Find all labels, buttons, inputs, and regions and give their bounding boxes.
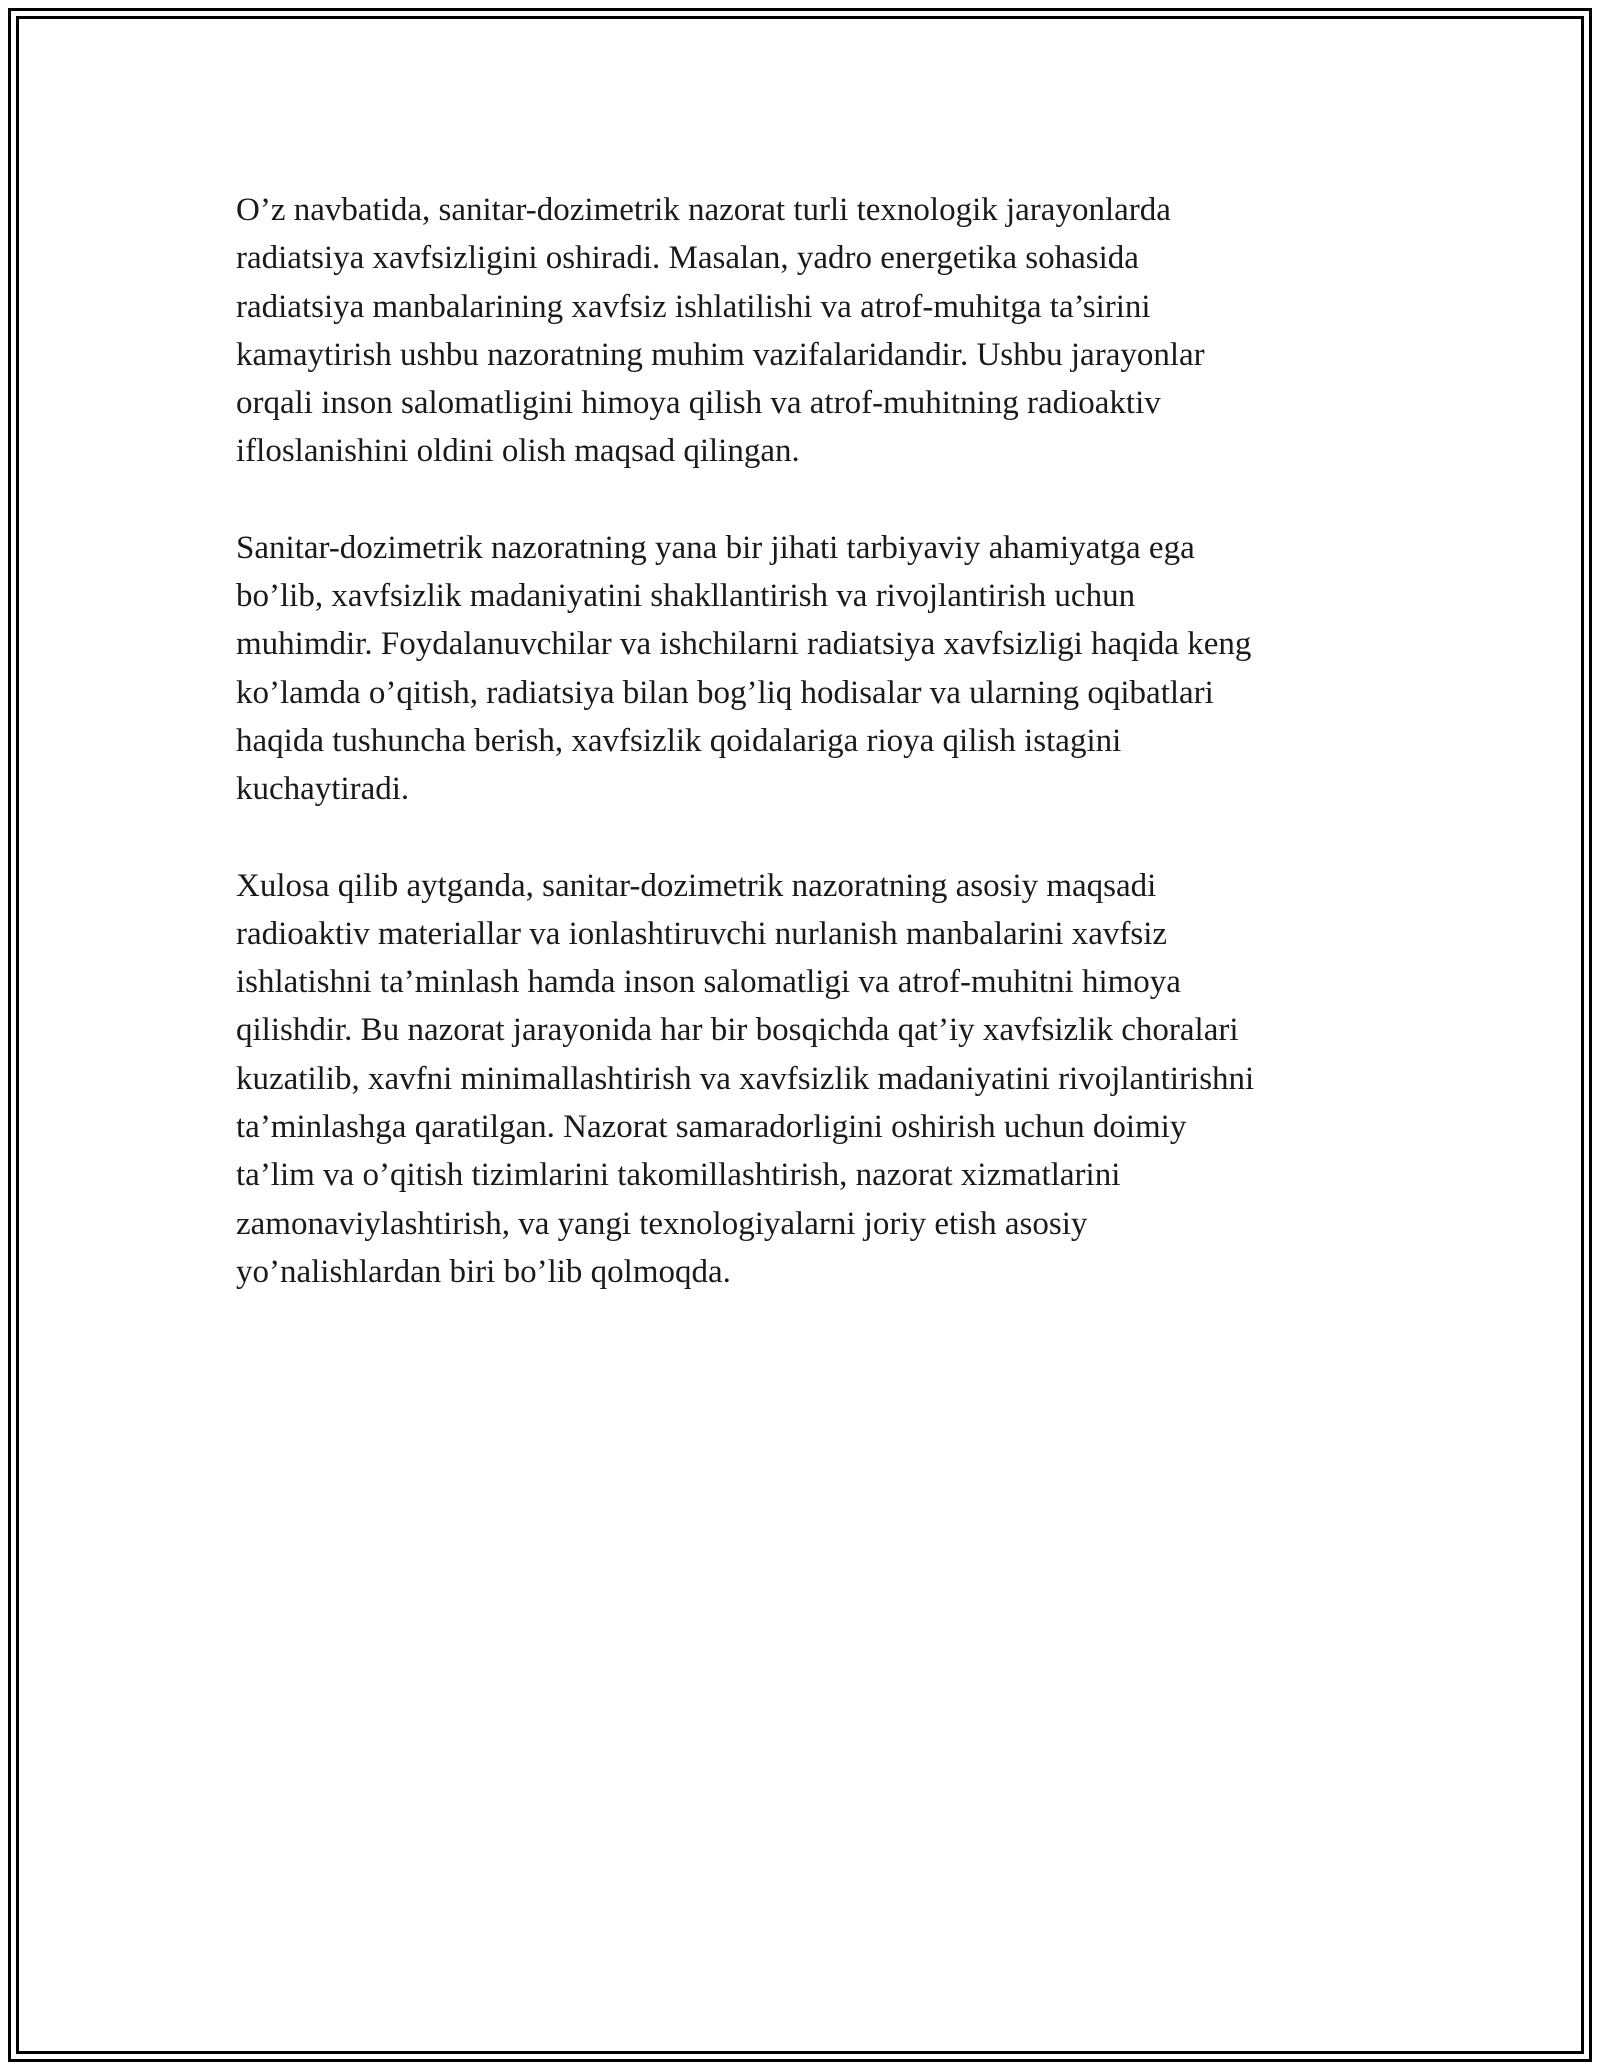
text-line: Xulosa qilib aytganda, sanitar-dozimetrik nazoratning asosiy maqsadi: [236, 867, 1157, 904]
text-line: ta’minlashga qaratilgan. Nazorat samaradorligini oshirish uchun doimiy: [236, 1109, 1187, 1146]
text-line: O’z navbatida, sanitar-dozimetrik nazorat turli texnologik jarayonlarda: [236, 192, 1171, 228]
document-body: [236, 186, 1376, 1344]
text-line: ishlatishni ta’minlash hamda inson salomatligi va atrof-muhitni himoya: [236, 964, 1181, 1001]
paragraph-1: [236, 186, 1376, 476]
text-line: ko’lamda o’qitish, radiatsiya bilan bog’liq hodisalar va ularning oqibatlari: [236, 674, 1214, 711]
text-line: ifloslanishini oldini olish maqsad qilingan.: [236, 433, 800, 470]
text-line: orqali inson salomatligini himoya qilish va atrof-muhitning radioaktiv: [236, 385, 1161, 422]
text-line: yo’nalishlardan biri bo’lib qolmoqda.: [236, 1253, 731, 1290]
text-line: kuzatilib, xavfni minimallashtirish va xavfsizlik madaniyatini rivojlantirishni: [236, 1060, 1255, 1097]
text-line: ta’lim va o’qitish tizimlarini takomillashtirish, nazorat xizmatlarini: [236, 1157, 1121, 1194]
text-line: kuchaytiradi.: [236, 771, 410, 808]
text-line: qilishdir. Bu nazorat jarayonida har bir bosqichda qat’iy xavfsizlik choralari: [236, 1012, 1239, 1049]
text-line: haqida tushuncha berish, xavfsizlik qoidalariga rioya qilish istagini: [236, 722, 1122, 759]
text-line: radiatsiya xavfsizligini oshiradi. Masalan, yadro energetika sohasida: [236, 240, 1139, 277]
text-line: bo’lib, xavfsizlik madaniyatini shakllantirish va rivojlantirish uchun: [236, 578, 1136, 615]
text-line: muhimdir. Foydalanuvchilar va ishchilarni radiatsiya xavfsizligi haqida keng: [236, 626, 1252, 663]
text-line: zamonaviylashtirish, va yangi texnologiyalarni joriy etish asosiy: [236, 1205, 1088, 1242]
paragraph-2: [236, 524, 1376, 814]
text-line: kamaytirish ushbu nazoratning muhim vazifalaridandir. Ushbu jarayonlar: [236, 336, 1205, 373]
text-line: Sanitar-dozimetrik nazoratning yana bir jihati tarbiyaviy ahamiyatga ega: [236, 529, 1195, 566]
text-line: radiatsiya manbalarining xavfsiz ishlatilishi va atrof-muhitga ta’sirini: [236, 288, 1151, 325]
text-line: radioaktiv materiallar va ionlashtiruvchi nurlanish manbalarini xavfsiz: [236, 915, 1168, 952]
paragraph-3: [236, 862, 1376, 1297]
